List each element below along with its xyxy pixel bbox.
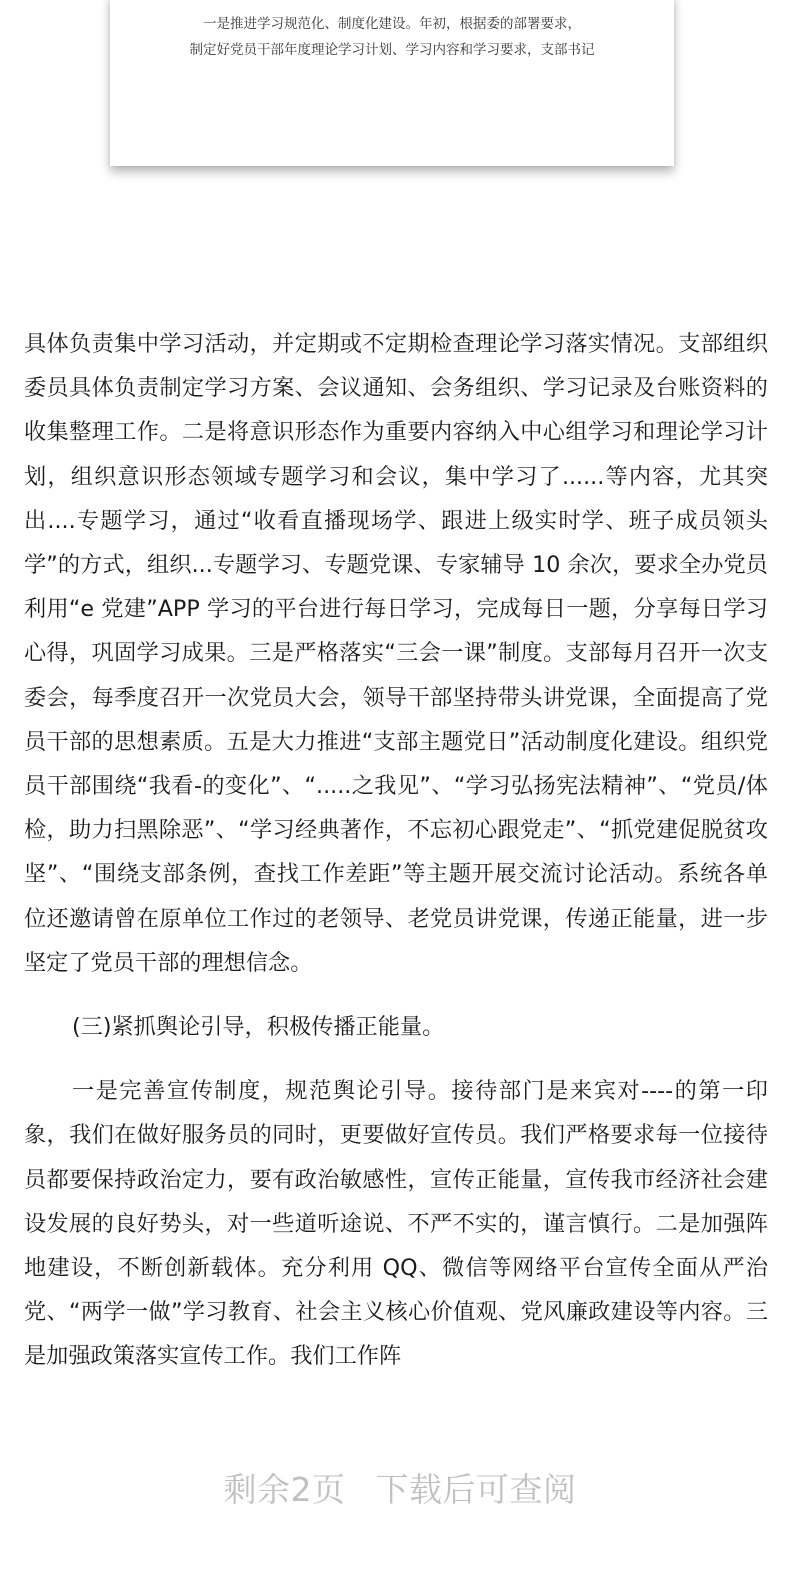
preview-text-line-1: 一是推进学习规范化、制度化建设。年初，根据委的部署要求，	[203, 16, 581, 32]
preview-text-line-2: 制定好党员干部年度理论学习计划、学习内容和学习要求，支部书记	[189, 42, 595, 58]
download-to-view-label: 下载后可查阅	[375, 1470, 577, 1509]
section-heading: (三)紧抓舆论引导，积极传播正能量。	[72, 1014, 445, 1041]
download-prompt-banner[interactable]	[0, 1466, 800, 1514]
body-paragraph-1: 具体负责集中学习活动，并定期或不定期检查理论学习落实情况。支部组织委员具体负责制定学习方案、会议通知、会务组织、学习记录及台账资料的收集整理工作。二是将意识形态作为重要内容纳入中心组学习和理论学习计划，组织意识形态领域专题学习和会议，集中学习了......等内容，尤其突出....专题学习，通过“收看直播现场学、跟进上级实时学、班子成员领头学”的方式，组织...专题学习、专题党课、专家辅导 10 余次，要求全办党员利用“e 党建”APP 学习的平台进行每日学习，完成每日一题，分享每日学习心得，巩固学习成果。三是严格落实“三会一课”制度。支部每月召开一次支委会，每季度召开一次党员大会，领导干部坚持带头讲党课，全面提高了党员干部的思想素质。五是大力推进“支部主题党日”活动制度化建设。组织党员干部围绕“我看-的变化”、“.....之我见”、“学习弘扬宪法精神”、“党员/体检，助力扫黑除恶”、“学习经典著作，不忘初心跟党走”、“抓党建促脱贫攻坚”、“围绕支部条例，查找工作差距”等主题开展交流讨论活动。系统各单位还邀请曾在原单位工作过的老领导、老党员讲党课，传递正能量，进一步坚定了党员干部的理想信念。	[24, 331, 768, 976]
document-preview-card	[110, 0, 674, 166]
remaining-pages-label: 剩余2页	[223, 1470, 346, 1509]
document-body	[24, 322, 768, 1379]
body-paragraph-2: 一是完善宣传制度，规范舆论引导。接待部门是来宾对----的第一印象，我们在做好服务员的同时，更要做好宣传员。我们严格要求每一位接待员都要保持政治定力，要有政治敏感性，宣传正能量，宣传我市经济社会建设发展的良好势头，对一些道听途说、不严不实的，谨言慎行。二是加强阵地建设，不断创新载体。充分利用 QQ、微信等网络平台宣传全面从严治党、“两学一做”学习教育、社会主义核心价值观、党风廉政建设等内容。三是加强政策落实宣传工作。我们工作阵	[24, 1078, 768, 1370]
